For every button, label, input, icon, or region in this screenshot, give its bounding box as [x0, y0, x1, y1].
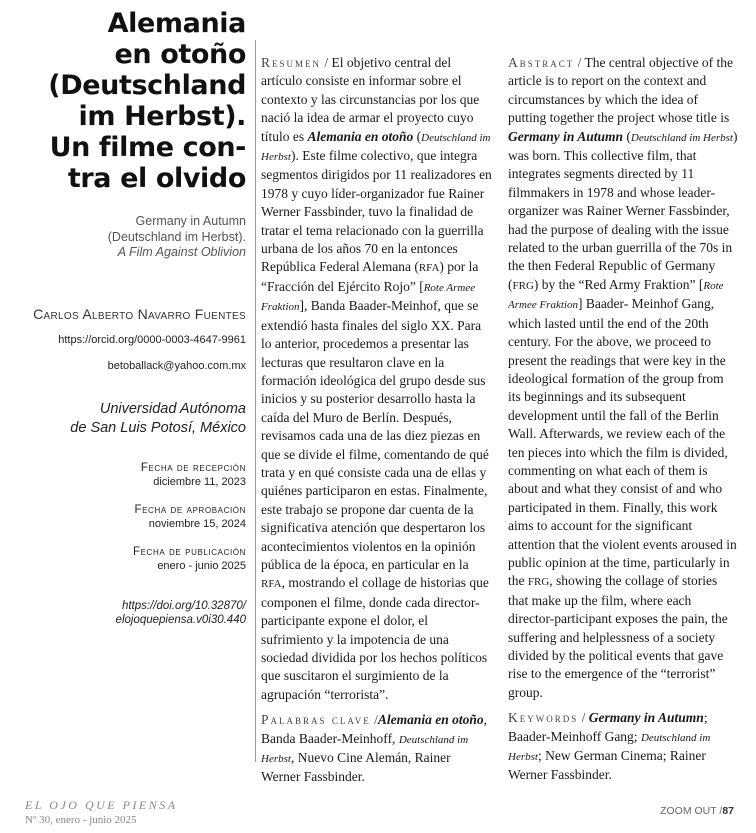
approved-label: Fecha de aprobación	[134, 504, 246, 516]
journal-name: EL OJO QUE PIENSA	[25, 798, 178, 812]
article-title	[10, 8, 246, 194]
author-affiliation	[10, 400, 246, 438]
abstract-paragraph: Abstract / The central objective of the article is to report on the context and circumstances by which the idea of putting together the project whose title is Germany in Autumn (Deutschland im Herbst) was born. This collective film, that integrates segments directed by 11 filmmakers in 1978 and whose leader-organizer was Rainer Werner Fassbinder, had the purpose of dealing with the issue related to the urban guerrilla of the 70s in the then Federal Republic of Germany (FRG) by the “Red Army Fraktion” [Rote Armee Fraktion] Baader- Meinhof Gang, which lasted until the end of the 20th century. For the above, we proceed to present the readings that were key in the ideological formation of the group from its beginnings and its subsequent development until the fall of the Berlin Wall. Afterwards, we review each of the ten pieces into which the film is divided, commenting on what each of them is about and what they consist of and who participated in them. Finally, this work aims to account for the significant attention that the violent events aroused in public opinion at the time, particularly in the FRG, showing the collage of stories that make up the film, where each director-participant exposes the pain, the suffering and helplessness of a society divided by the political events that gave rise to the emergence of the “terrorist” group.	[508, 55, 738, 700]
keywords: Keywords / Germany in Autumn; Baader-Meinhoff Gang; Deutschland im Herbst; New German Cinema; Rainer Werner Fassbinder.	[508, 710, 711, 783]
author-email[interactable]: betoballack@yahoo.com.mx	[107, 360, 246, 372]
journal-footer	[25, 797, 178, 828]
orcid-link[interactable]: https://orcid.org/0000-0003-4647-9961	[58, 334, 246, 346]
english-column	[508, 54, 738, 785]
title-line: tra el olvido	[67, 163, 246, 194]
resumen-paragraph: Resumen / El objetivo central del artículo consiste en informar sobre el contexto y las circunstancias por los que nació la idea de armar el proyecto cuyo título es Alemania en otoño (Deutschland im Herbst). Este filme colectivo, que integra segmentos dirigidos por 11 realizadores en 1978 y cuyo líder-organizador fue Rainer Werner Fassbinder, tuvo la finalidad de tratar el tema relacionado con la guerrilla urbana de los años 70 en la entonces República Federal Alemana (RFA) por la “Fracción del Ejército Rojo” [Rote Armee Fraktion], Banda Baader-Meinhof, que se extendió hasta finales del siglo XX. Para lo anterior, procedemos a presentar las lecturas que resultaron clave en la formación ideológica del grupo desde sus inicios y su posterior desarrollo hasta la caída del Muro de Berlín. Después, revisamos cada una de las diez piezas en que se divide el filme, comentando de qué trata y en qué consiste cada una de ellas y quiénes participaron en estas. Finalmente, este trabajo se propone dar cuenta de la significativa atención que despertaron los acontecimientos violentos en la opinión pública de la época, en particular en la RFA, mostrando el collage de historias que componen el filme, donde cada director-participante expone el dolor, el sufrimiento y la impotencia de una sociedad dividida por los hechos políticos que suscitaron el surgimiento de la agrupación “terrorista”.	[261, 55, 492, 702]
film-title: Alemania en otoño	[307, 128, 414, 144]
author-name: Carlos Alberto Navarro Fuentes	[33, 306, 246, 322]
published-value: enero - junio 2025	[157, 560, 246, 572]
section-name: ZOOM OUT /	[660, 805, 723, 817]
affiliation-line: de San Luis Potosí, México	[70, 420, 246, 436]
title-line: (Deutschland	[48, 70, 246, 101]
subtitle-line: Germany in Autumn	[135, 214, 246, 228]
doi-line: https://doi.org/10.32870/	[121, 600, 246, 612]
column-divider	[255, 40, 256, 762]
page-number: 87	[722, 805, 734, 817]
affiliation-line: Universidad Autónoma	[99, 401, 246, 417]
doi-line: elojoquepiensa.v0i30.440	[115, 614, 246, 626]
palabras-clave: Palabras clave /Alemania en otoño, Banda Baader-Meinhoff, Deutschland im Herbst, Nuevo Cine Alemán, Rainer Werner Fassbinder.	[261, 712, 488, 785]
abstract-heading: Abstract	[508, 55, 575, 70]
palabras-heading: Palabras clave	[261, 712, 371, 728]
resumen-heading: Resumen	[261, 55, 322, 70]
received-value: diciembre 11, 2023	[153, 476, 246, 488]
title-line: im Herbst).	[78, 101, 246, 132]
doi-link[interactable]	[10, 599, 246, 627]
approved-value: noviembre 15, 2024	[148, 518, 246, 530]
film-title: Germany in Autumn	[508, 128, 624, 144]
english-subtitle	[10, 214, 246, 261]
approved-date	[10, 503, 246, 531]
subtitle-line: A Film Against Oblivion	[117, 245, 246, 259]
received-date	[10, 461, 246, 489]
title-line: Un filme con-	[49, 132, 246, 163]
published-label: Fecha de publicación	[133, 546, 246, 558]
subtitle-line: (Deutschland im Herbst).	[107, 229, 246, 244]
title-line: en otoño	[114, 39, 246, 70]
title-line: Alemania	[107, 8, 246, 39]
issue-info: Nº 30, enero - junio 2025	[25, 814, 137, 826]
page-footer	[660, 805, 734, 817]
published-date	[10, 545, 246, 573]
spanish-column	[261, 54, 493, 787]
received-label: Fecha de recepción	[140, 462, 246, 474]
keywords-heading: Keywords	[508, 710, 579, 726]
